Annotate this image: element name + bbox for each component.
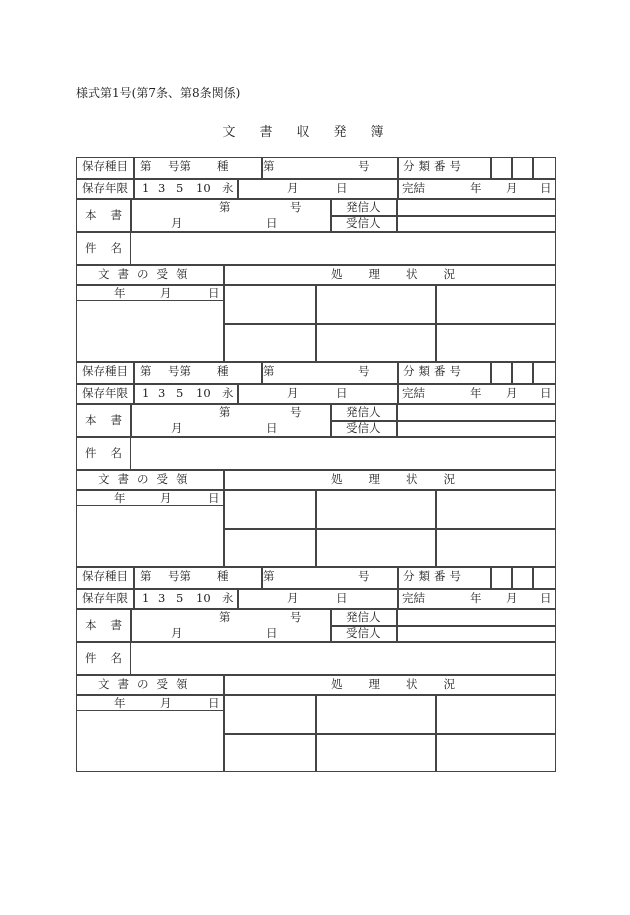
form-reference: 様式第1号(第7条、第8条関係) [76,86,241,100]
storage-type-label: 保存種目 [82,364,128,378]
form-cell [224,490,316,529]
form-cell [76,695,224,711]
form-cell [134,567,262,589]
form-cell [238,589,398,609]
form-cell [316,490,436,529]
period-option-10: 10 [196,181,211,195]
day-char: 日 [336,181,348,195]
shu-char: 種 [217,364,229,378]
month-char: 月 [160,286,172,300]
form-cell [533,362,556,384]
form-cell [76,642,556,675]
receipt-header: 文書の受領 [98,472,196,486]
dai-char: 第 [263,159,275,173]
form-cell [316,285,436,324]
processing-header: 処理状況 [331,677,481,691]
go-char: 号 [290,610,302,624]
period-option-5: 5 [176,181,184,195]
classification-label: 分類番号 [403,364,465,378]
form-cell [491,362,512,384]
shu-char: 種 [217,159,229,173]
classification-label: 分類番号 [403,569,465,583]
period-option-1: 1 [142,181,150,195]
month-char: 月 [287,386,299,400]
dai-char: 第 [219,405,231,419]
go-char: 号 [290,200,302,214]
form-cell [397,199,556,216]
period-option-3: 3 [158,591,166,605]
year-char: 年 [114,286,126,300]
original-doc-label: 本書 [85,618,136,632]
form-cell [397,626,556,642]
form-cell [134,362,262,384]
dai-char: 第 [219,200,231,214]
form-cell [397,216,556,232]
form-cell [224,324,316,362]
form-cell [76,437,556,470]
completion-label: 完結 [402,386,425,400]
dai-char: 第 [263,364,275,378]
period-option-permanent: 永 [222,181,234,195]
go-char: 号 [358,159,370,173]
dai-char: 第 [140,569,152,583]
dai-char: 第 [219,610,231,624]
form-cell [262,157,398,179]
month-char: 月 [171,216,183,230]
day-char: 日 [266,421,278,435]
form-cell [76,232,556,265]
form-cell [512,567,533,589]
form-cell [316,734,436,772]
month-char: 月 [160,696,172,710]
form-cell [436,490,556,529]
receiver-label: 受信人 [346,216,381,230]
period-option-10: 10 [196,591,211,605]
day-char: 日 [208,286,220,300]
sender-label: 発信人 [346,200,381,214]
storage-period-label: 保存年限 [82,386,128,400]
year-char: 年 [114,696,126,710]
page-title: 文書収発簿 [222,125,408,140]
form-cell [238,179,398,199]
subject-label: 件名 [85,241,136,255]
year-char: 年 [114,491,126,505]
shu-char: 種 [217,569,229,583]
form-cell [316,529,436,567]
dai-char: 第 [140,159,152,173]
storage-period-label: 保存年限 [82,591,128,605]
period-option-10: 10 [196,386,211,400]
period-option-3: 3 [158,181,166,195]
go-char: 号 [358,569,370,583]
period-option-permanent: 永 [222,591,234,605]
day-char: 日 [208,491,220,505]
subject-label: 件名 [85,446,136,460]
form-cell [262,567,398,589]
day-char: 日 [540,181,552,195]
period-option-5: 5 [176,386,184,400]
day-char: 日 [336,386,348,400]
form-cell [397,609,556,626]
sender-label: 発信人 [346,405,381,419]
day-char: 日 [540,386,552,400]
period-option-1: 1 [142,591,150,605]
receiver-label: 受信人 [346,421,381,435]
form-cell [134,157,262,179]
month-char: 月 [506,591,518,605]
period-option-1: 1 [142,386,150,400]
month-char: 月 [287,181,299,195]
month-char: 月 [160,491,172,505]
receiver-label: 受信人 [346,626,381,640]
month-char: 月 [506,386,518,400]
daishu-char: 号第 [168,569,191,583]
original-doc-label: 本書 [85,413,136,427]
year-char: 年 [470,591,482,605]
day-char: 日 [208,696,220,710]
month-char: 月 [287,591,299,605]
form-cell [533,567,556,589]
completion-label: 完結 [402,181,425,195]
form-cell [238,384,398,404]
form-cell [224,734,316,772]
form-cell [224,285,316,324]
form-cell [436,695,556,734]
form-cell [436,285,556,324]
period-option-5: 5 [176,591,184,605]
day-char: 日 [266,626,278,640]
storage-type-label: 保存種目 [82,159,128,173]
completion-label: 完結 [402,591,425,605]
year-char: 年 [470,386,482,400]
form-cell [533,157,556,179]
period-option-permanent: 永 [222,386,234,400]
form-cell [491,157,512,179]
form-cell [316,324,436,362]
storage-period-label: 保存年限 [82,181,128,195]
form-cell [512,362,533,384]
subject-label: 件名 [85,651,136,665]
dai-char: 第 [263,569,275,583]
go-char: 号 [358,364,370,378]
form-cell [397,404,556,421]
processing-header: 処理状況 [331,267,481,281]
year-char: 年 [470,181,482,195]
form-cell [491,567,512,589]
form-cell [397,421,556,437]
go-char: 号 [290,405,302,419]
month-char: 月 [171,421,183,435]
receipt-header: 文書の受領 [98,267,196,281]
day-char: 日 [540,591,552,605]
form-cell [436,529,556,567]
dai-char: 第 [140,364,152,378]
form-cell [262,362,398,384]
period-option-3: 3 [158,386,166,400]
day-char: 日 [266,216,278,230]
day-char: 日 [336,591,348,605]
daishu-char: 号第 [168,159,191,173]
month-char: 月 [506,181,518,195]
form-cell [224,695,316,734]
sender-label: 発信人 [346,610,381,624]
classification-label: 分類番号 [403,159,465,173]
form-cell [436,324,556,362]
processing-header: 処理状況 [331,472,481,486]
form-cell [512,157,533,179]
original-doc-label: 本書 [85,208,136,222]
receipt-header: 文書の受領 [98,677,196,691]
form-cell [436,734,556,772]
form-cell [316,695,436,734]
storage-type-label: 保存種目 [82,569,128,583]
form-cell [76,490,224,506]
form-cell [76,285,224,301]
month-char: 月 [171,626,183,640]
form-cell [224,529,316,567]
daishu-char: 号第 [168,364,191,378]
